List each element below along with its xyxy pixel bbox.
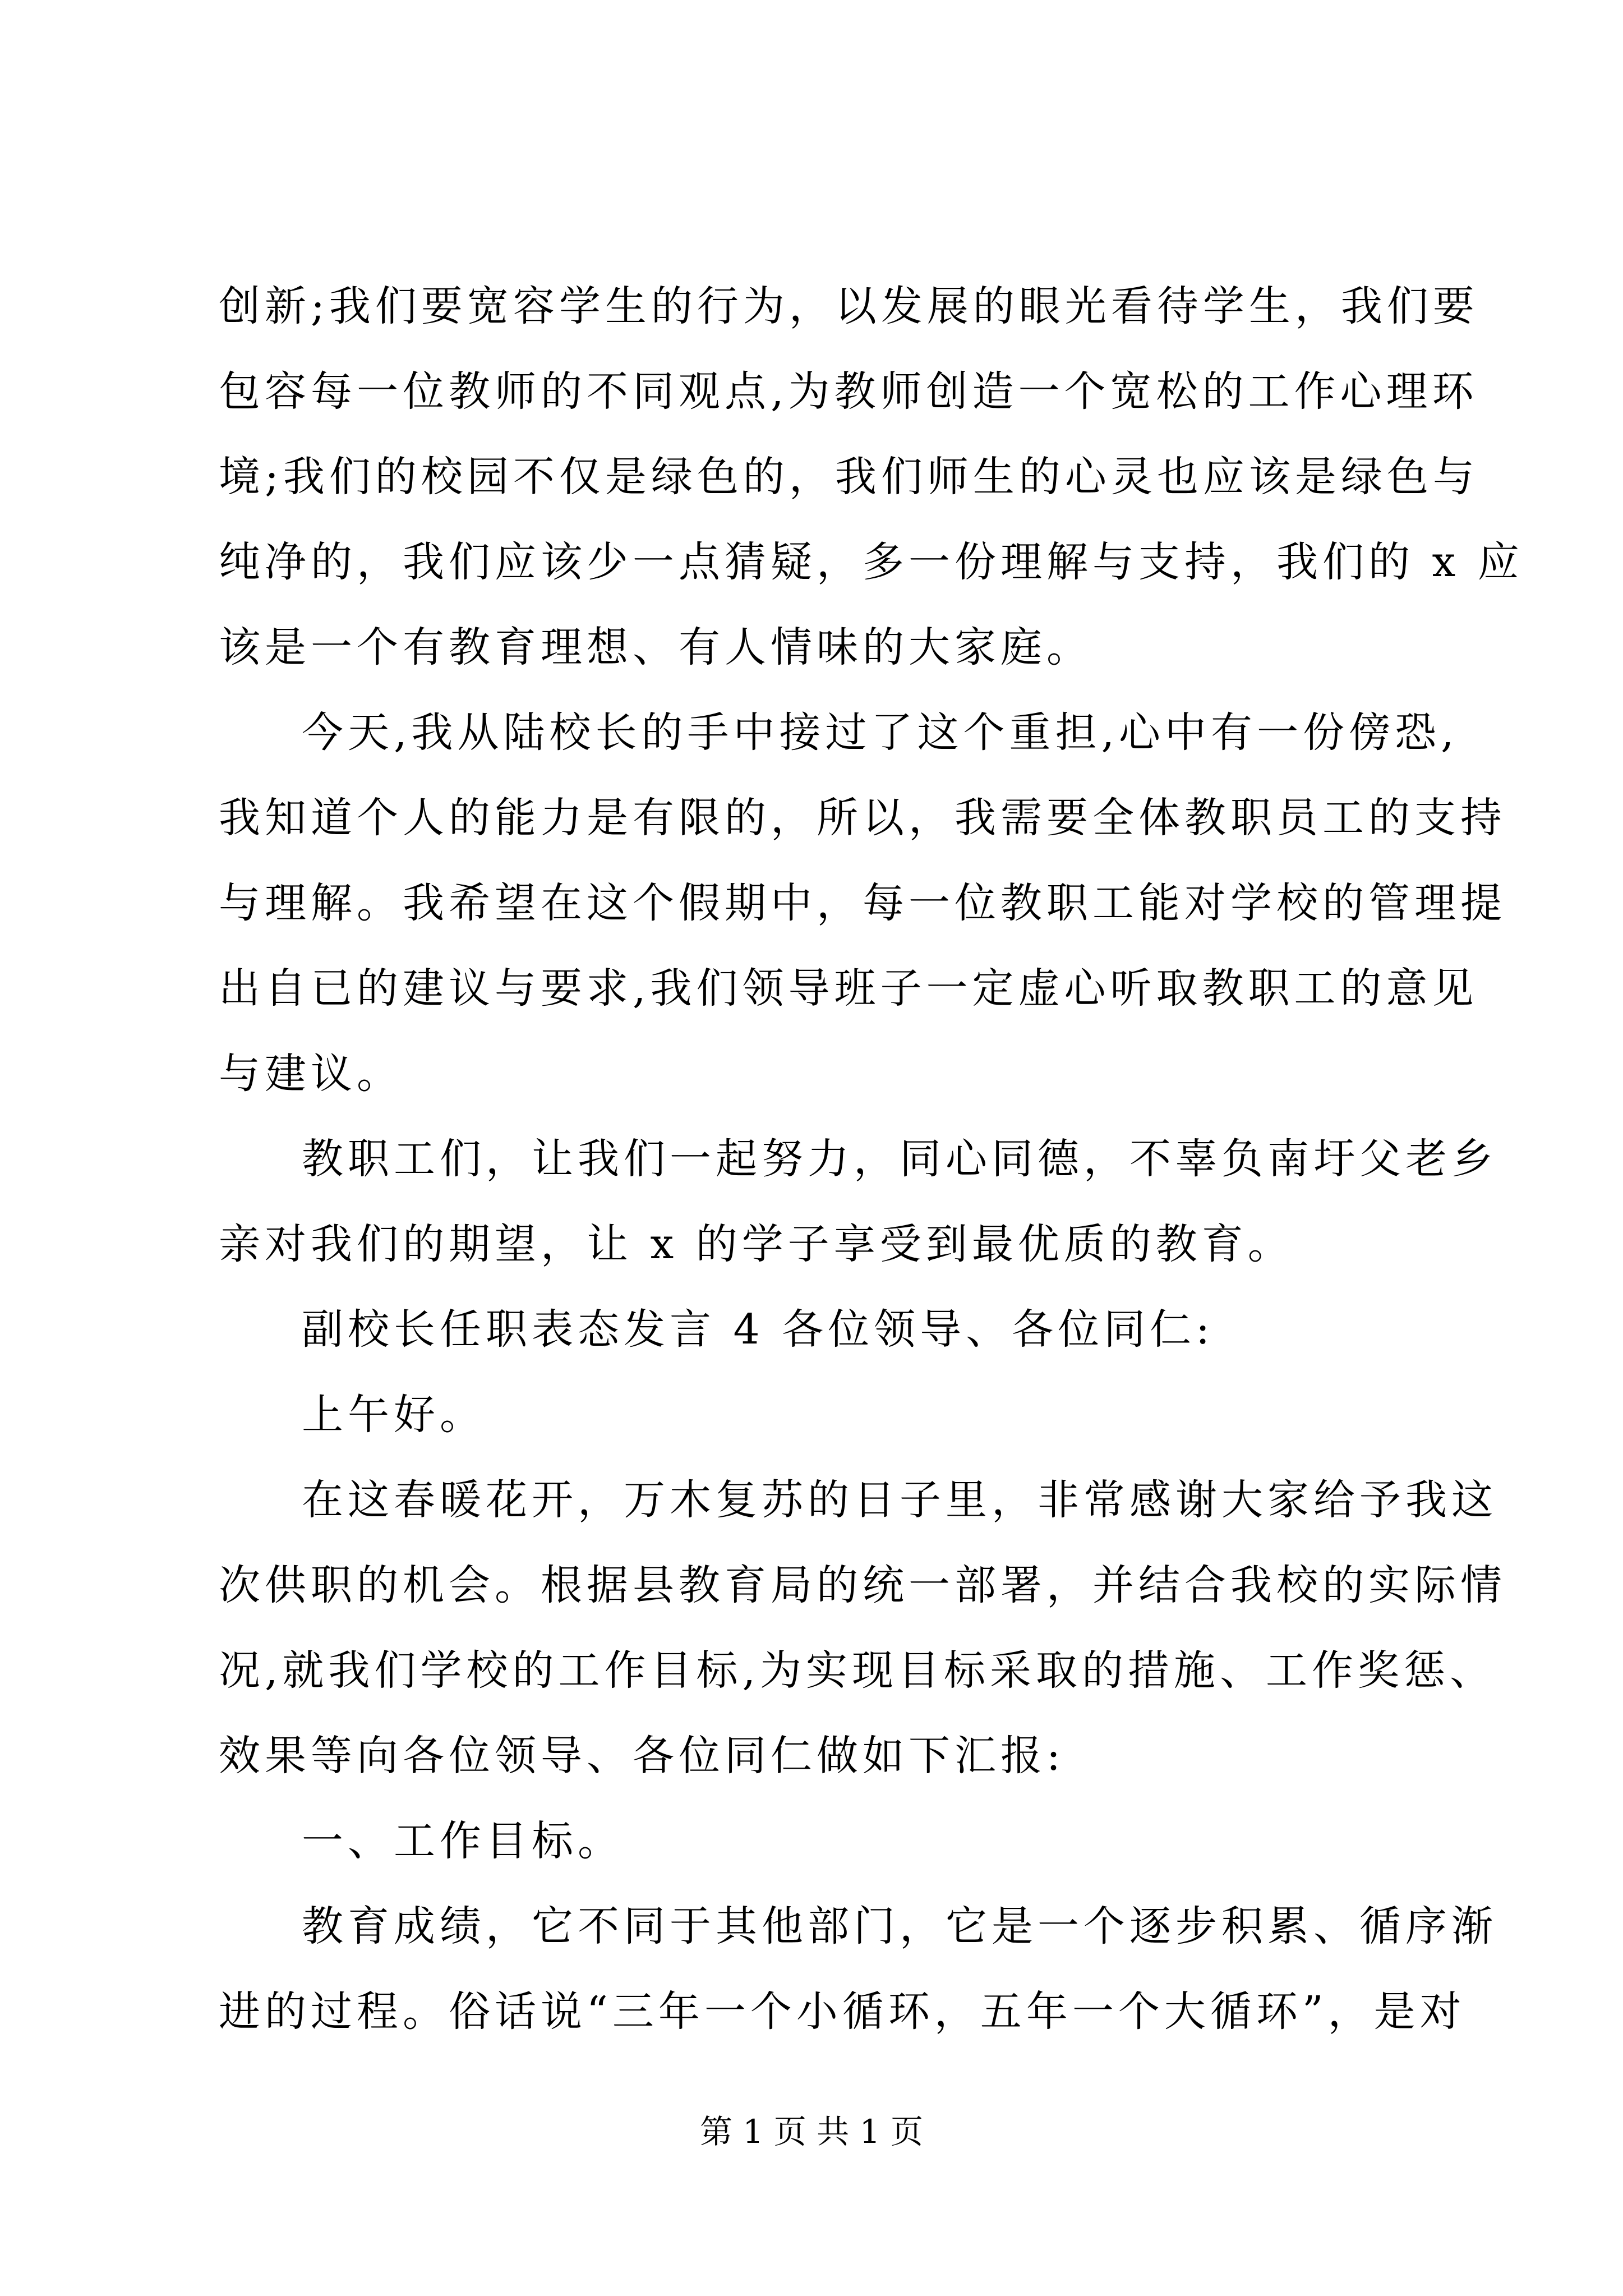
text-line: 效果等向各位领导、各位同仁做如下汇报:	[219, 1732, 1065, 1780]
text-line: 出自已的建议与要求,我们领导班子一定虚心听取教职工的意见	[219, 964, 1478, 1013]
paragraph-start-line: 教职工们，让我们一起努力，同心同德，不辜负南圩父老乡	[302, 1135, 1497, 1183]
page-footer: 第 1 页 共 1 页	[700, 2113, 923, 2151]
text-line: 亲对我们的期望，让 x 的学子享受到最优质的教育。	[219, 1220, 1294, 1268]
paragraph-start-line: 在这春暖花开，万木复苏的日子里，非常感谢大家给予我这	[302, 1476, 1497, 1524]
text-line: 况,就我们学校的工作目标,为实现目标采取的措施、工作奖惩、	[219, 1646, 1496, 1695]
text-line: 创新;我们要宽容学生的行为，以发展的眼光看待学生，我们要	[219, 282, 1479, 330]
text-line: 次供职的机会。根据县教育局的统一部署，并结合我校的实际情	[219, 1561, 1506, 1609]
text-line: 进的过程。俗话说“三年一个小循环，五年一个大循环”，是对	[219, 1987, 1466, 2036]
text-line: 纯净的，我们应该少一点猜疑，多一份理解与支持，我们的 x 应	[219, 538, 1524, 586]
document-body	[219, 264, 1524, 2054]
text-line: 与理解。我希望在这个假期中，每一位教职工能对学校的管理提	[219, 879, 1506, 927]
text-line: 境;我们的校园不仅是绿色的，我们师生的心灵也应该是绿色与	[219, 453, 1479, 501]
text-line: 与建议。	[219, 1050, 403, 1098]
paragraph-start-line: 今天,我从陆校长的手中接过了这个重担,心中有一份傍恐,	[302, 708, 1459, 757]
text-line: 包容每一位教师的不同观点,为教师创造一个宽松的工作心理环	[219, 367, 1478, 416]
text-line: 该是一个有教育理想、有人情味的大家庭。	[219, 623, 1092, 671]
section-heading-line: 副校长任职表态发言 4 各位领导、各位同仁:	[302, 1305, 1215, 1354]
text-line: 我知道个人的能力是有限的，所以，我需要全体教职员工的支持	[219, 794, 1506, 842]
paragraph-start-line: 教育成绩，它不同于其他部门，它是一个逐步积累、循序渐	[302, 1902, 1497, 1950]
greeting-line: 上午好。	[302, 1391, 486, 1439]
subheading-line: 一、工作目标。	[302, 1817, 624, 1865]
